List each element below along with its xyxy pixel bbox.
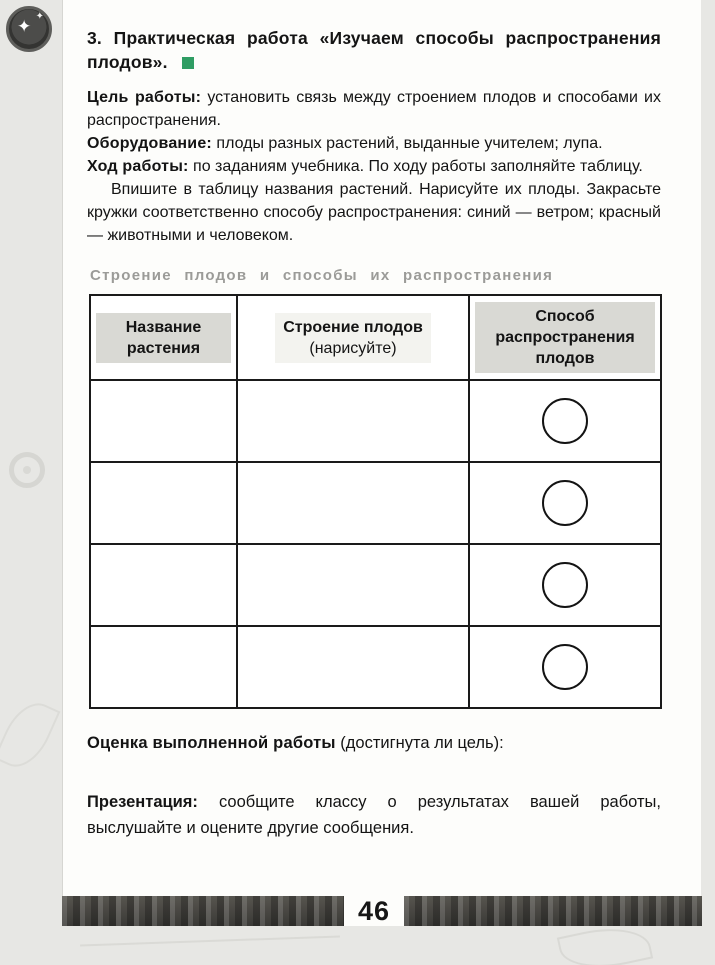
evaluation-rest: (достигнута ли цель): xyxy=(340,734,504,752)
page-content xyxy=(62,0,701,900)
equipment-lead: Оборудование: xyxy=(87,135,212,152)
table-row xyxy=(91,543,660,625)
procedure-lead: Ход работы: xyxy=(87,158,189,175)
evaluation-paragraph xyxy=(87,731,661,755)
presentation-paragraph xyxy=(87,789,661,841)
equipment-paragraph xyxy=(87,132,661,155)
margin-ring-decoration xyxy=(9,452,45,488)
title-end-marker-square xyxy=(182,57,194,69)
equipment-text: плоды разных растений, выданные учителем; лупа. xyxy=(216,135,603,152)
header-fruit-structure-title: Строение плодов xyxy=(283,318,423,336)
presentation-lead: Презентация: xyxy=(87,793,198,811)
procedure-paragraph xyxy=(87,155,661,178)
plant-name-cell xyxy=(91,381,236,461)
table-caption: Строение плодов и способы их распространения xyxy=(90,267,554,284)
fruit-dispersal-table xyxy=(89,294,662,709)
footer-photo-strip-right xyxy=(404,896,702,926)
presentation-rest: сообщите классу о результатах вашей работы, выслушайте и оцените другие сообщения. xyxy=(87,793,661,837)
star-icon: ✦ xyxy=(35,11,44,22)
table-row xyxy=(91,625,660,707)
header-plant-name xyxy=(91,296,236,379)
margin-leaf-decoration xyxy=(0,694,60,775)
goal-text: установить связь между строением плодов и способами их распространения. xyxy=(87,89,661,129)
plant-name-cell xyxy=(91,545,236,625)
star-icon: ✦ xyxy=(17,17,32,36)
fruit-drawing-cell xyxy=(236,381,470,461)
header-dispersal-method xyxy=(470,296,660,379)
table-row xyxy=(91,381,660,461)
dispersal-method-cell xyxy=(470,381,660,461)
plant-name-cell xyxy=(91,463,236,543)
dispersal-circle xyxy=(542,644,588,690)
goal-paragraph xyxy=(87,86,661,132)
dispersal-method-cell xyxy=(470,545,660,625)
procedure-text: по заданиям учебника. По ходу работы заполняйте таблицу. xyxy=(193,158,643,175)
evaluation-lead: Оценка выполненной работы xyxy=(87,734,336,752)
instructions-text: Впишите в таблицу названия растений. Нарисуйте их плоды. Закрасьте кружки соответственно способу распространения: синий — ветром; красный — животными и человеком. xyxy=(87,181,661,244)
header-plant-name-label: Название растения xyxy=(96,313,231,363)
instructions-paragraph xyxy=(87,178,661,247)
dispersal-circle xyxy=(542,562,588,608)
page-number: 46 xyxy=(344,896,404,926)
fruit-drawing-cell xyxy=(236,463,470,543)
dispersal-method-cell xyxy=(470,627,660,707)
dispersal-method-cell xyxy=(470,463,660,543)
footer-photo-strip-left xyxy=(62,896,344,926)
plant-name-cell xyxy=(91,627,236,707)
header-fruit-structure xyxy=(236,296,470,379)
dispersal-circle xyxy=(542,398,588,444)
header-fruit-structure-label xyxy=(275,313,431,363)
practical-work-title xyxy=(87,26,661,74)
fruit-drawing-cell xyxy=(236,627,470,707)
dispersal-circle xyxy=(542,480,588,526)
header-dispersal-method-label: Способ распространения плодов xyxy=(475,302,655,373)
fruit-drawing-cell xyxy=(236,545,470,625)
footer-strip xyxy=(62,896,702,926)
table-header-row xyxy=(91,296,660,381)
goal-lead: Цель работы: xyxy=(87,89,202,106)
title-text: 3. Практическая работа «Изучаем способы распространения плодов». xyxy=(87,28,661,72)
margin-line-decoration xyxy=(80,935,340,946)
header-fruit-structure-sub: (нарисуйте) xyxy=(309,339,397,357)
table-row xyxy=(91,461,660,543)
chapter-stars-emblem-icon xyxy=(6,6,52,52)
